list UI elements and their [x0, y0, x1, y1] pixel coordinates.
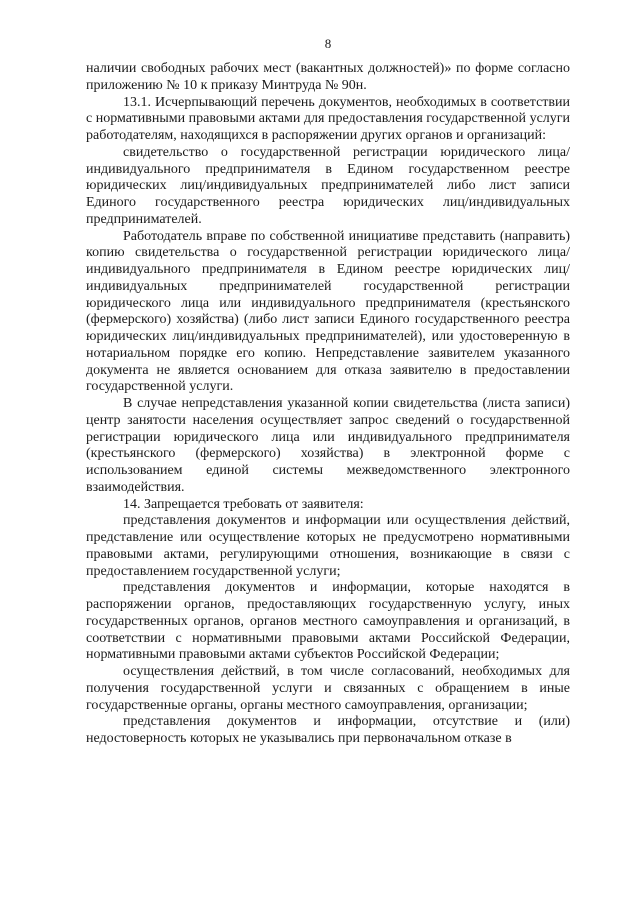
paragraph: представления документов и информации или осуществления действий, представление или осуществление которых не предусмотрено нормативными правовыми актами, регулирующими отношения, возникающие в связи с предоставлением государственной услуги;: [86, 513, 570, 579]
page-number: 8: [324, 36, 332, 51]
paragraph: представления документов и информации, отсутствие и (или) недостоверность которых не указывались при первоначальном отказе в: [86, 714, 570, 746]
paragraph: В случае непредставления указанной копии свидетельства (листа записи) центр занятости населения осуществляет запрос сведений о государственной регистрации юридического лица или индивидуального предпринимателя (крестьянского (фермерского) хозяйства) в электронной форме с использованием единой системы межведомственного электронного взаимодействия.: [86, 396, 570, 495]
paragraph: представления документов и информации, которые находятся в распоряжении органов, предоставляющих государственную услугу, иных государственных органов, органов местного самоуправления и организаций, в соответствии с нормативными правовыми актами Российской Федерации, нормативными правовыми актами субъектов Российской Федерации;: [86, 580, 570, 663]
document-body: [86, 61, 570, 748]
paragraph: 14. Запрещается требовать от заявителя:: [123, 496, 364, 512]
paragraph: осуществления действий, в том числе согласований, необходимых для получения государственной услуги и связанных с обращением в иные государственные органы, органы местного самоуправления, организации;: [86, 664, 570, 713]
paragraph: 13.1. Исчерпывающий перечень документов, необходимых в соответствии с нормативными правовыми актами для предоставления государственной услуги работодателям, находящихся в распоряжении других органов и организаций:: [86, 94, 570, 143]
paragraph: наличии свободных рабочих мест (вакантных должностей)» по форме согласно приложению № 10 к приказу Минтруда № 90н.: [86, 61, 570, 93]
paragraph: свидетельство о государственной регистрации юридического лица/индивидуального предпринимателя в Едином государственном реестре юридических лиц/индивидуальных предпринимателей либо лист записи Единого государственного реестра юридических лиц/индивидуальных предпринимателей.: [86, 144, 570, 227]
paragraph: Работодатель вправе по собственной инициативе представить (направить) копию свидетельства о государственной регистрации юридического лица/индивидуального предпринимателя в Едином реестре юридических лиц/индивидуальных предпринимателей государственной регистрации юридического лица или индивидуального предпринимателя (крестьянского (фермерского) хозяйства) (либо лист записи Единого государственного реестра юридических лиц/индивидуальных предпринимателей), или удостоверенную в нотариальном порядке его копию. Непредставление заявителем указанного документа не является основанием для отказа заявителю в предоставлении государственной услуги.: [86, 228, 570, 395]
